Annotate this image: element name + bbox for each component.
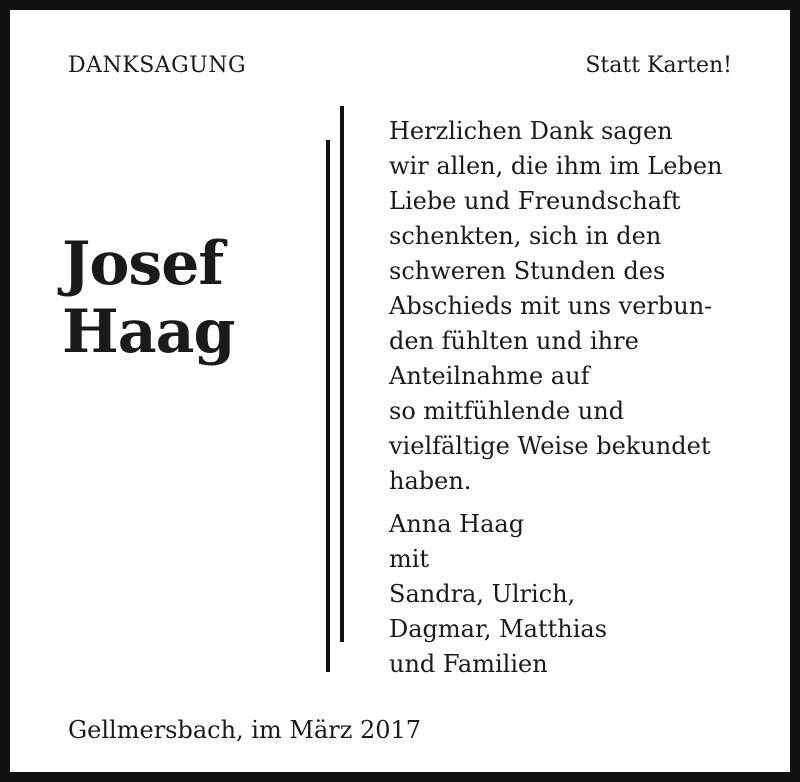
signature-line: mit xyxy=(389,545,430,573)
notice-note: Statt Karten! xyxy=(585,53,732,78)
message-line: Abschieds mit uns verbun- xyxy=(389,292,713,320)
message-line: so mitfühlende und xyxy=(389,397,625,425)
message-line: wir allen, die ihm im Leben xyxy=(389,152,723,180)
deceased-name xyxy=(62,230,234,366)
message-line: schweren Stunden des xyxy=(389,257,666,285)
last-name: Haag xyxy=(62,297,235,367)
message-line: vielfältige Weise bekundet xyxy=(389,432,711,460)
message-line: den fühlten und ihre xyxy=(389,327,639,355)
signature-line: Anna Haag xyxy=(389,510,525,538)
text-column xyxy=(389,114,789,682)
divider-rule-right xyxy=(340,106,344,642)
signature-block xyxy=(389,507,789,682)
message-line: Liebe und Freundschaft xyxy=(389,187,681,215)
divider-rule-left xyxy=(326,140,330,672)
first-name: Josef xyxy=(62,229,224,299)
message-line: Anteilnahme auf xyxy=(389,362,590,390)
signature-line: Dagmar, Matthias xyxy=(389,615,608,643)
signature-line: und Familien xyxy=(389,650,548,678)
message-line: haben. xyxy=(389,467,472,495)
signature-line: Sandra, Ulrich, xyxy=(389,580,576,608)
message-line: Herzlichen Dank sagen xyxy=(389,117,673,145)
place-date: Gellmersbach, im März 2017 xyxy=(68,716,422,744)
notice-title: DANKSAGUNG xyxy=(68,53,247,78)
message-block xyxy=(389,114,789,499)
message-line: schenkten, sich in den xyxy=(389,222,662,250)
